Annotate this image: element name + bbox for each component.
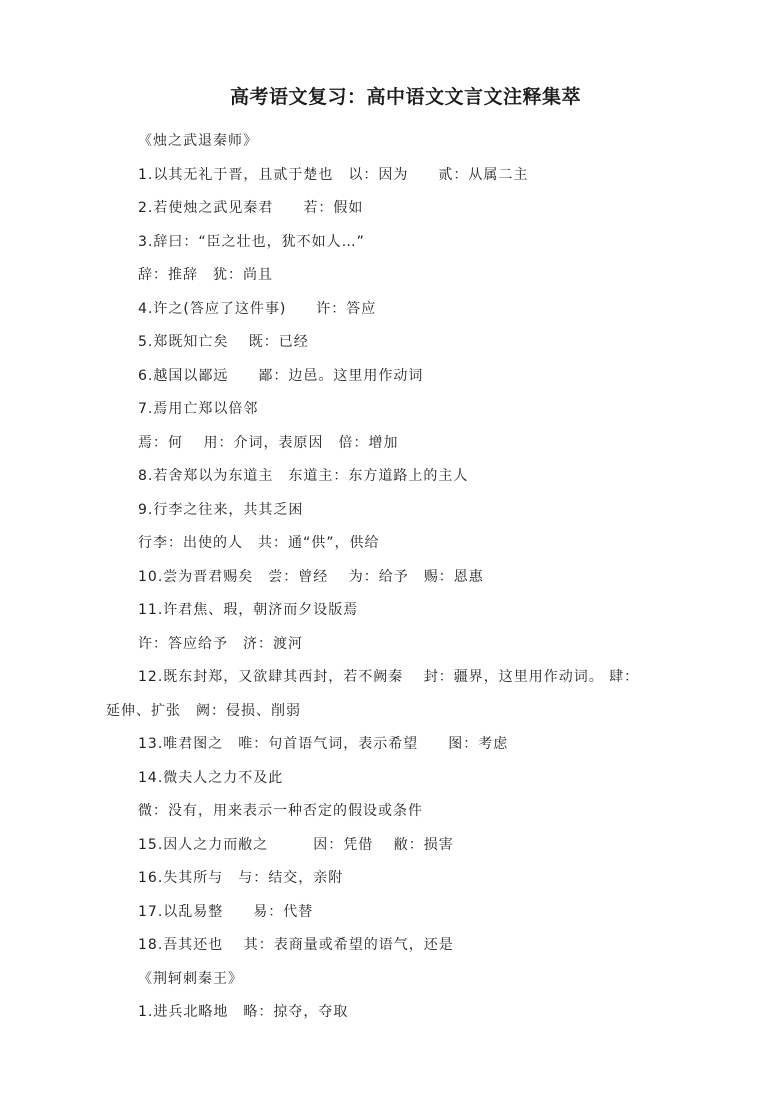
annotation-line: 2.若使烛之武见秦君 若：假如 — [138, 200, 364, 216]
annotation-line-continued: 延伸、扩张 阙：侵损、削弱 — [106, 702, 301, 719]
annotation-line: 焉：何 用：介词，表原因 倍：增加 — [138, 434, 399, 451]
annotation-line: 5.郑既知亡矣 既：已经 — [138, 334, 309, 350]
annotation-line: 3.辞曰：“臣之壮也，犹不如人…” — [138, 233, 365, 250]
annotation-line: 16.失其所与 与：结交，亲附 — [138, 870, 344, 886]
annotation-line: 15.因人之力而敝之 因：凭借 敝：损害 — [138, 836, 454, 853]
annotation-line: 1.以其无礼于晋，且贰于楚也 以：因为 贰：从属二主 — [138, 166, 529, 183]
annotation-line: 许：答应给予 济：渡河 — [138, 635, 303, 652]
section-heading-jingke: 《荆轲刺秦王》 — [138, 970, 243, 987]
annotation-line: 18.吾其还也 其：表商量或希望的语气，还是 — [138, 937, 454, 953]
annotation-line: 微：没有，用来表示一种否定的假设或条件 — [138, 803, 423, 819]
page-title: 高考语文复习：高中语文文言文注释集萃 — [230, 86, 582, 108]
annotation-line: 11.许君焦、瑕，朝济而夕设版焉 — [138, 602, 359, 618]
annotation-line: 8.若舍郑以为东道主 东道主：东方道路上的主人 — [138, 468, 469, 484]
annotation-line: 12.既东封郑，又欲肆其西封，若不阙秦 封：疆界，这里用作动词。 肆： — [138, 669, 640, 685]
annotation-line: 14.微夫人之力不及此 — [138, 769, 284, 786]
annotation-line: 6.越国以鄙远 鄙：边邑。这里用作动词 — [138, 367, 424, 384]
document-body — [106, 125, 680, 1030]
annotation-line: 辞：推辞 犹：尚且 — [138, 267, 273, 283]
annotation-line: 4.许之(答应了这件事) 许：答应 — [138, 300, 377, 317]
annotation-line: 9.行李之往来，共其乏困 — [138, 501, 304, 518]
annotation-line: 1.进兵北略地 略：掠夺，夺取 — [138, 1004, 349, 1020]
annotation-line: 13.唯君图之 唯：句首语气词，表示希望 图：考虑 — [138, 736, 509, 752]
annotation-line: 10.尝为晋君赐矣 尝：曾经 为：给予 赐：恩惠 — [138, 568, 484, 585]
annotation-line: 7.焉用亡郑以倍邻 — [138, 401, 259, 417]
annotation-line: 行李：出使的人 共：通“供”，供给 — [138, 535, 380, 551]
section-heading-zhuzhiwu: 《烛之武退秦师》 — [138, 133, 258, 149]
annotation-line: 17.以乱易整 易：代替 — [138, 903, 314, 920]
